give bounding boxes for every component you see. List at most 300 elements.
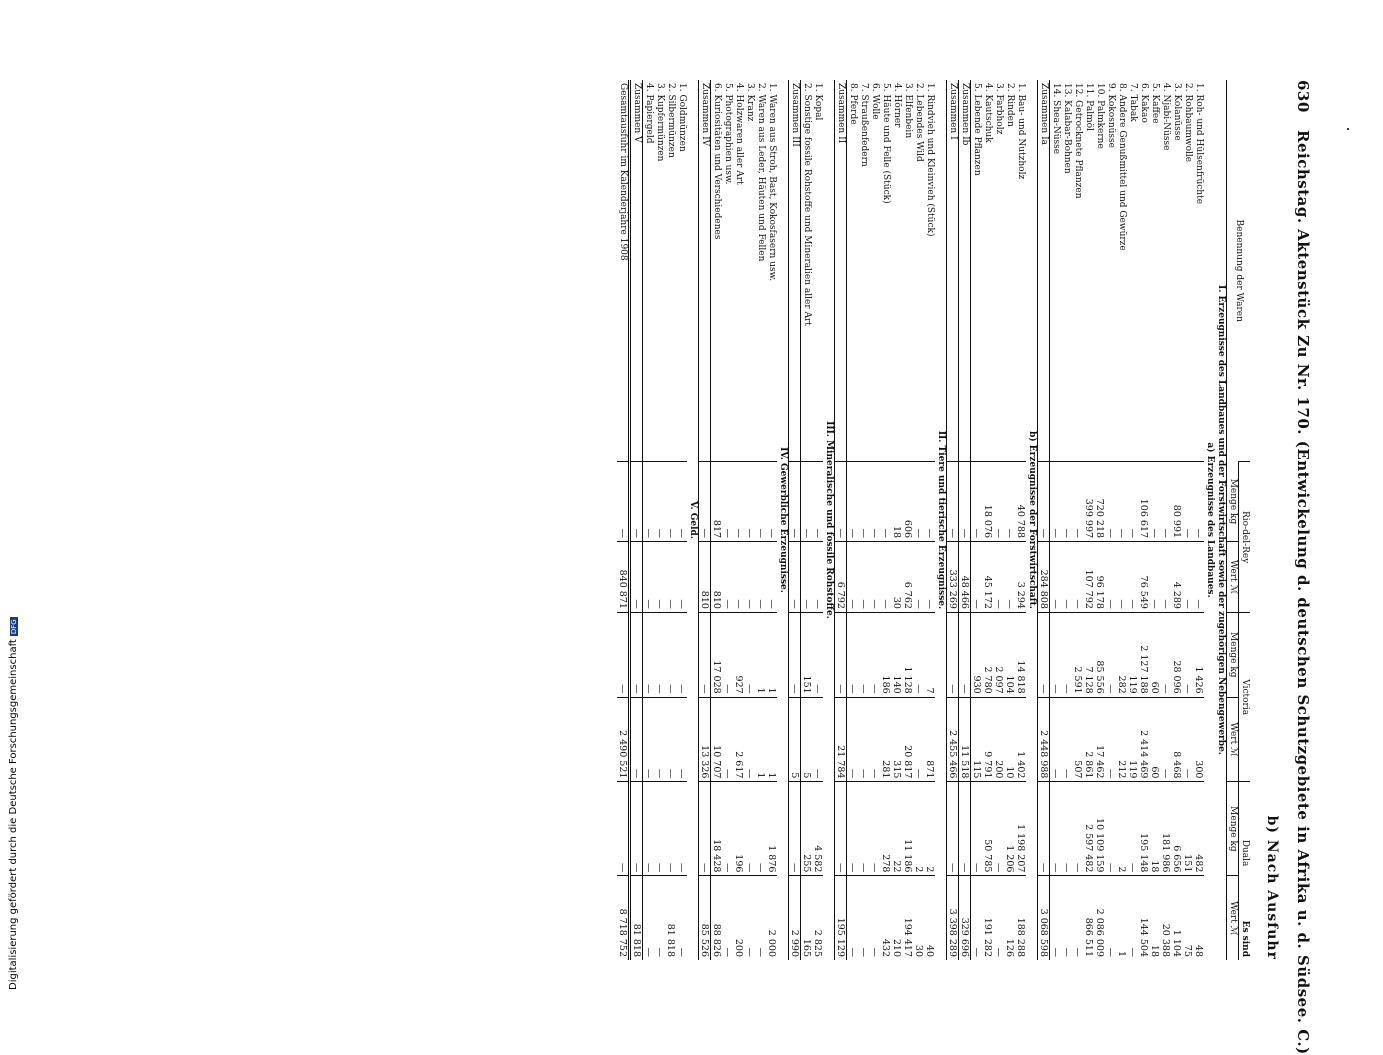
table-row <box>1004 80 1015 960</box>
cell-value: — <box>858 542 869 613</box>
cell-value: 2 490 521 <box>617 697 630 782</box>
cell-value: — <box>1038 782 1050 876</box>
cell-value: — <box>1127 876 1138 960</box>
table-row <box>1182 80 1193 960</box>
group-duala-label: Duala <box>1240 839 1250 867</box>
cell-value: — <box>1050 542 1062 613</box>
table-row <box>1061 80 1072 960</box>
cell-value: 1 <box>755 612 766 697</box>
cell-value: — <box>733 462 744 542</box>
row-label: 7. Tabak <box>1128 83 1138 122</box>
cell-value: — <box>722 876 733 960</box>
cell-value: 17 462 <box>1094 697 1105 782</box>
row-label: 6. Kuriositäten und Verschiedenes <box>712 83 722 240</box>
table-row <box>858 80 869 960</box>
cell-value: 1 104 <box>1171 876 1182 960</box>
cell-value: — <box>959 612 971 697</box>
cell-value: — <box>1061 876 1072 960</box>
cell-value: — <box>630 542 643 613</box>
cell-value: — <box>1004 462 1015 542</box>
cell-value: — <box>1061 542 1072 613</box>
table-row <box>617 80 630 960</box>
cell-value: 21 784 <box>835 697 847 782</box>
cell-value: — <box>676 697 687 782</box>
cell-value: — <box>869 697 880 782</box>
cell-value: 9 791 <box>982 697 993 782</box>
cell-value: 2 591 <box>1072 612 1083 697</box>
cell-value: — <box>1127 542 1138 613</box>
export-table <box>617 80 1250 960</box>
cell-value: 140 <box>891 612 902 697</box>
cell-value: 165 <box>801 876 813 960</box>
cell-value: 2 127 188 <box>1138 612 1149 697</box>
cell-value: 196 <box>733 782 744 876</box>
cell-value: — <box>1061 612 1072 697</box>
cell-value: — <box>676 612 687 697</box>
cell-value: 195 129 <box>835 876 847 960</box>
table-row <box>959 80 971 960</box>
cell-value: — <box>1182 612 1193 697</box>
cell-value: 13 326 <box>699 697 711 782</box>
cell-value: 81 818 <box>630 876 643 960</box>
cell-value: 126 <box>1004 876 1015 960</box>
cell-value: — <box>993 876 1004 960</box>
col-wert: Wert ℳ <box>1227 542 1239 613</box>
cell-value: 2 825 <box>812 876 823 960</box>
cell-value: 151 <box>801 612 813 697</box>
cell-value: — <box>1149 462 1160 542</box>
table-row <box>1026 80 1038 960</box>
cell-value: 1 426 <box>1193 612 1204 697</box>
cell-value: — <box>744 542 755 613</box>
cell-value: 18 076 <box>982 462 993 542</box>
group-rio-del-rey: Rio-del-Rey <box>1239 462 1251 613</box>
cell-value: — <box>812 612 823 697</box>
table-row <box>687 80 699 960</box>
row-label: Gesamtausfuhr im Kalenderjahre 1908 <box>617 80 630 462</box>
cell-value: 1 <box>1116 876 1127 960</box>
cell-value: — <box>665 697 676 782</box>
cell-value: — <box>722 542 733 613</box>
cell-value: 212 <box>1116 697 1127 782</box>
cell-value: 5 <box>801 697 813 782</box>
cell-value: 151 <box>1182 782 1193 876</box>
cell-value: — <box>801 542 813 613</box>
cell-value: — <box>1182 697 1193 782</box>
cell-value: 88 826 <box>711 876 723 960</box>
table-row <box>766 80 777 960</box>
cell-value: 18 428 <box>711 782 723 876</box>
table-row <box>935 80 947 960</box>
page-content <box>60 80 1320 1055</box>
cell-value: 1 402 <box>1015 697 1026 782</box>
cell-value: 48 466 <box>959 542 971 613</box>
cell-value: — <box>924 542 935 613</box>
cell-value: 8 468 <box>1171 697 1182 782</box>
table-row <box>1072 80 1083 960</box>
cell-value: — <box>665 462 676 542</box>
cell-value: 281 <box>880 697 891 782</box>
cell-value: — <box>1072 782 1083 876</box>
side-note <box>8 617 19 990</box>
row-label: 10. Palmkerne <box>1095 83 1105 149</box>
cell-value: — <box>847 782 859 876</box>
cell-value: — <box>1160 697 1171 782</box>
cell-value: — <box>913 612 924 697</box>
row-label: IV. Gewerbliche Erzeugnisse. <box>778 447 788 593</box>
cell-value: 3 068 598 <box>1038 876 1050 960</box>
row-label: V. Geld. <box>688 501 698 539</box>
cell-value: 2 097 <box>993 612 1004 697</box>
row-label: 3. Kolanüsse <box>1172 83 1182 141</box>
cell-value: — <box>1127 462 1138 542</box>
col-menge: Menge kg <box>1227 612 1239 697</box>
cell-value: — <box>630 612 643 697</box>
row-label: III. Mineralische und fossile Rohstoffe. <box>824 421 834 619</box>
cell-value: 50 785 <box>982 782 993 876</box>
cell-value: 186 <box>880 612 891 697</box>
cell-value: 4 289 <box>1171 542 1182 613</box>
table-row <box>1105 80 1116 960</box>
cell-value: — <box>947 612 959 697</box>
cell-value: — <box>755 782 766 876</box>
cell-value: — <box>971 782 983 876</box>
table-row <box>665 80 676 960</box>
table-row <box>891 80 902 960</box>
row-label: 13. Kalabar-Bohnen <box>1062 83 1072 174</box>
cell-value: — <box>880 542 891 613</box>
cell-value: 60 <box>1149 612 1160 697</box>
table-row <box>1138 80 1149 960</box>
table-row <box>1193 80 1204 960</box>
table-row <box>1160 80 1171 960</box>
cell-value: — <box>1061 782 1072 876</box>
row-label: 4. Njabi-Nüsse <box>1161 83 1171 151</box>
cell-value: — <box>858 876 869 960</box>
row-label: 1. Rindvieh und Kleinvieh (Stück) <box>925 83 935 237</box>
cell-value: — <box>617 612 630 697</box>
dfg-logo: DFG <box>10 619 18 635</box>
cell-value: 1 <box>766 697 777 782</box>
cell-value: — <box>789 612 801 697</box>
cell-value: 2 990 <box>789 876 801 960</box>
cell-value: 4 582 <box>812 782 823 876</box>
cell-value: — <box>755 876 766 960</box>
table-row <box>676 80 687 960</box>
row-label: 3. Farbholz <box>994 83 1004 135</box>
cell-value: — <box>1050 876 1062 960</box>
cell-value: 2 <box>1116 782 1127 876</box>
cell-value: 10 <box>1004 697 1015 782</box>
cell-value: — <box>947 782 959 876</box>
cell-value: — <box>858 462 869 542</box>
table-row <box>823 80 835 960</box>
page-header <box>1280 80 1320 1055</box>
cell-value: 10 109 159 <box>1094 782 1105 876</box>
cell-value: — <box>654 876 665 960</box>
cell-value: — <box>630 462 643 542</box>
row-label: 9. Kokosnüsse <box>1106 83 1116 148</box>
cell-value: 1 <box>755 697 766 782</box>
cell-value: 810 <box>699 542 711 613</box>
cell-value: — <box>1182 542 1193 613</box>
row-label: 4. Kautschuk <box>983 83 993 143</box>
table-row <box>1083 80 1094 960</box>
cell-value: 1 198 207 <box>1015 782 1026 876</box>
cell-value: 18 <box>1149 782 1160 876</box>
cell-value: 5 <box>789 697 801 782</box>
cell-value: — <box>1149 542 1160 613</box>
cell-value: 181 986 <box>1160 782 1171 876</box>
row-label: 2. Waren aus Leder, Häuten und Fellen <box>756 83 766 262</box>
cell-value: — <box>643 876 655 960</box>
cell-value: — <box>744 612 755 697</box>
cell-value: — <box>812 542 823 613</box>
cell-value: 300 <box>1193 697 1204 782</box>
cell-value: — <box>617 462 630 542</box>
cell-value: 810 <box>711 542 723 613</box>
cell-value: — <box>755 542 766 613</box>
cell-value: 6 792 <box>835 542 847 613</box>
cell-value: 507 <box>1072 697 1083 782</box>
cell-value: — <box>869 876 880 960</box>
cell-value: 22 <box>891 782 902 876</box>
cell-value: 48 <box>1193 876 1204 960</box>
side-note-text: Digitalisierung gefördert durch die Deutsche Forschungsgemeinschaft <box>8 639 19 990</box>
table-row <box>1204 80 1215 960</box>
cell-value: — <box>858 782 869 876</box>
section-subheader: b) Nach Ausfuhr <box>1264 815 1280 960</box>
col-wert: Wert ℳ <box>1227 876 1239 960</box>
cell-value: — <box>1072 876 1083 960</box>
cell-value: 115 <box>971 697 983 782</box>
table-row <box>1015 80 1026 960</box>
table-row <box>993 80 1004 960</box>
cell-value: — <box>1116 542 1127 613</box>
cell-value: — <box>847 876 859 960</box>
cell-value: 329 696 <box>959 876 971 960</box>
scan-speck <box>1347 128 1349 130</box>
cell-value: — <box>643 462 655 542</box>
table-row <box>880 80 891 960</box>
cell-value: — <box>766 542 777 613</box>
cell-value: — <box>654 697 665 782</box>
cell-value: 278 <box>880 782 891 876</box>
cell-value: 2 455 466 <box>947 697 959 782</box>
group-victoria: Victoria <box>1239 612 1251 782</box>
cell-value: — <box>913 697 924 782</box>
cell-value: — <box>643 542 655 613</box>
cell-value: — <box>1038 612 1050 697</box>
cell-value: — <box>801 462 813 542</box>
cell-value: 2 617 <box>733 697 744 782</box>
cell-value: — <box>699 782 711 876</box>
cell-value: — <box>847 697 859 782</box>
cell-value: 81 818 <box>665 876 676 960</box>
table-row <box>755 80 766 960</box>
cell-value: — <box>722 612 733 697</box>
row-label: 1. Goldmünzen <box>677 83 687 152</box>
cell-value: — <box>654 782 665 876</box>
cell-value: — <box>947 462 959 542</box>
row-label: 4. Holzwaren aller Art <box>734 83 744 185</box>
group-header-row <box>1239 80 1251 960</box>
row-label: 5. Kaffee <box>1150 83 1160 124</box>
cell-value: — <box>971 876 983 960</box>
cell-value: 119 <box>1127 612 1138 697</box>
cell-value: 606 <box>902 462 913 542</box>
cell-value: — <box>1061 697 1072 782</box>
cell-value: 107 792 <box>1083 542 1094 613</box>
table-row <box>733 80 744 960</box>
cell-value: — <box>1050 782 1062 876</box>
table-row <box>630 80 643 960</box>
cell-value: 194 417 <box>902 876 913 960</box>
cell-value: — <box>924 462 935 542</box>
cell-value: — <box>847 542 859 613</box>
cell-value: — <box>959 782 971 876</box>
cell-value: 315 <box>891 697 902 782</box>
table-row <box>777 80 789 960</box>
row-label: 4. Papiergeld <box>644 83 654 144</box>
group-duala <box>1239 782 1251 960</box>
row-label: 8. Andere Genußmittel und Gewürze <box>1117 83 1127 251</box>
cell-value: 1 128 <box>902 612 913 697</box>
cell-value: 927 <box>733 612 744 697</box>
cell-value: — <box>812 462 823 542</box>
row-label: 7. Straußenfedern <box>859 83 869 167</box>
table-row <box>924 80 935 960</box>
row-label: a) Erzeugnisse des Landbaues. <box>1205 442 1215 598</box>
cell-value: 30 <box>913 876 924 960</box>
cell-value: — <box>1105 462 1116 542</box>
cell-value: — <box>654 542 665 613</box>
cell-value: — <box>665 542 676 613</box>
cell-value: — <box>1105 612 1116 697</box>
cell-value: 210 <box>891 876 902 960</box>
cell-value: 333 269 <box>947 542 959 613</box>
cell-value: — <box>1193 462 1204 542</box>
cell-value: — <box>869 782 880 876</box>
cell-value: 1 <box>766 612 777 697</box>
row-label: 6. Kakao <box>1139 83 1149 123</box>
table-row <box>654 80 665 960</box>
cell-value: — <box>789 782 801 876</box>
cell-value: 28 096 <box>1171 612 1182 697</box>
table-row <box>1215 80 1227 960</box>
cell-value: — <box>993 462 1004 542</box>
cell-value: 399 997 <box>1083 462 1094 542</box>
cell-value: 2 597 482 <box>1083 782 1094 876</box>
cell-value: 7 128 <box>1083 612 1094 697</box>
row-label: Zusammen IV <box>699 80 711 462</box>
row-label: 1. Kopal <box>813 83 823 121</box>
cell-value: — <box>1072 462 1083 542</box>
row-label: 12. Getrocknete Pflanzen <box>1073 83 1083 199</box>
row-label: 1. Bau- und Nutzholz <box>1016 83 1026 180</box>
col-header-label: Benennung der Waren <box>1227 80 1251 462</box>
rotated-content <box>60 80 1320 1055</box>
cell-value: — <box>1004 542 1015 613</box>
cell-value: 6 656 <box>1171 782 1182 876</box>
cell-value: — <box>676 462 687 542</box>
cell-value: — <box>630 697 643 782</box>
cell-value: 20 388 <box>1160 876 1171 960</box>
row-label: I. Erzeugnisse des Landbaues und der Forstwirtschaft sowie der zugehörigen Nebengewerbe. <box>1216 285 1226 755</box>
table-row <box>1094 80 1105 960</box>
cell-value: — <box>869 462 880 542</box>
row-label: Zusammen III <box>789 80 801 462</box>
cell-value: 45 172 <box>982 542 993 613</box>
table-row <box>1171 80 1182 960</box>
cell-value: — <box>971 542 983 613</box>
row-label: 5. Lebende Pflanzen <box>972 83 982 176</box>
cell-value: 432 <box>880 876 891 960</box>
cell-value: 1 206 <box>1004 782 1015 876</box>
cell-value: — <box>699 462 711 542</box>
cell-value: 200 <box>733 876 744 960</box>
row-label: 8. Pferde <box>848 83 858 125</box>
row-label: 6. Wolle <box>870 83 880 120</box>
cell-value: — <box>913 542 924 613</box>
table-row <box>1127 80 1138 960</box>
cell-value: 2 448 988 <box>1038 697 1050 782</box>
cell-value: 18 <box>891 462 902 542</box>
cell-value: 106 617 <box>1138 462 1149 542</box>
cell-value: — <box>812 697 823 782</box>
cell-value: 482 <box>1193 782 1204 876</box>
cell-value: — <box>847 612 859 697</box>
row-label: Zusammen Ia <box>1038 80 1050 462</box>
cell-value: 10 707 <box>711 697 723 782</box>
cell-value: — <box>1182 462 1193 542</box>
cell-value: 96 178 <box>1094 542 1105 613</box>
cell-value: — <box>744 782 755 876</box>
cell-value: 6 762 <box>902 542 913 613</box>
cell-value: — <box>1105 782 1116 876</box>
table-row <box>744 80 755 960</box>
row-label: Zusammen V <box>630 80 643 462</box>
row-label: 11. Palmöl <box>1084 83 1094 131</box>
cell-value: 840 871 <box>617 542 630 613</box>
cell-value: — <box>880 462 891 542</box>
cell-value: — <box>676 876 687 960</box>
cell-value: 1 876 <box>766 782 777 876</box>
cell-value: — <box>1038 462 1050 542</box>
cell-value: 8 718 752 <box>617 876 630 960</box>
cell-value: — <box>971 462 983 542</box>
cell-value: 40 788 <box>1015 462 1026 542</box>
cell-value: 11 186 <box>902 782 913 876</box>
cell-value: 7 <box>924 612 935 697</box>
cell-value: — <box>835 782 847 876</box>
group-es-sind: Es sind <box>1240 920 1250 957</box>
cell-value: — <box>699 612 711 697</box>
cell-value: — <box>869 542 880 613</box>
table-row <box>699 80 711 960</box>
row-label: II. Tiere und tierische Erzeugnisse. <box>936 430 946 610</box>
cell-value: — <box>1160 612 1171 697</box>
row-label: 2. Lebendes Wild <box>914 83 924 162</box>
col-menge: Menge kg <box>1227 782 1239 876</box>
col-menge: Menge kg <box>1227 462 1239 542</box>
cell-value: 14 818 <box>1015 612 1026 697</box>
cell-value: 2 <box>924 782 935 876</box>
cell-value: — <box>665 612 676 697</box>
row-label: Zusammen Ib <box>959 80 971 462</box>
row-label: 3. Kranz <box>745 83 755 122</box>
table-row <box>913 80 924 960</box>
